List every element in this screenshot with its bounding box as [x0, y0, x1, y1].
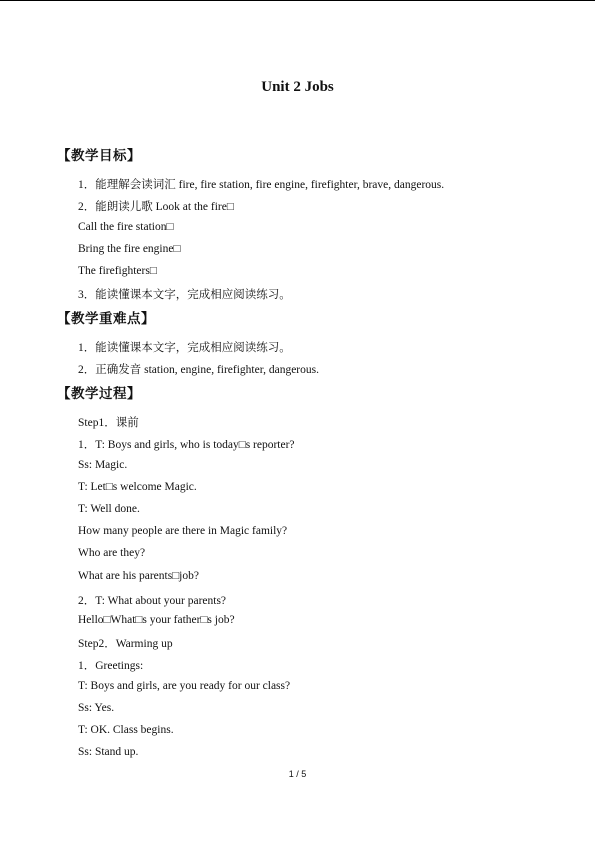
heading-key-points: 【教学重难点】 — [57, 311, 155, 327]
objective-line: 2．能朗读儿歌 Look at the fire□ — [78, 201, 234, 213]
objective-line: 3．能读懂课本文字，完成相应阅读练习。 — [78, 289, 291, 301]
objective-line: 1．能理解会读词汇 fire, fire station, fire engine, firefighter, brave, dangerous. — [78, 179, 445, 191]
heading-objectives: 【教学目标】 — [57, 148, 141, 164]
key-point-line: 2．正确发音 station, engine, firefighter, dangerous. — [78, 364, 319, 376]
heading-process: 【教学过程】 — [57, 386, 141, 402]
key-point-line: 1．能读懂课本文字，完成相应阅读练习。 — [78, 342, 291, 354]
process-line: T: Well done. — [78, 503, 140, 515]
process-line: Who are they? — [78, 547, 146, 559]
objective-line: Bring the fire engine□ — [78, 243, 181, 255]
process-line: Ss: Yes. — [78, 702, 115, 714]
objective-line: Call the fire station□ — [78, 221, 174, 233]
process-line: T: OK. Class begins. — [78, 724, 174, 736]
process-line: Ss: Stand up. — [78, 746, 139, 758]
process-line: 1．T: Boys and girls, who is today□s reporter? — [78, 439, 295, 451]
process-line: What are his parents□job? — [78, 570, 199, 582]
page-top-border — [0, 0, 595, 1]
process-line: Step2．Warming up — [78, 638, 173, 650]
process-line: T: Boys and girls, are you ready for our class? — [78, 680, 291, 692]
process-line: 1．Greetings: — [78, 660, 144, 672]
process-line: T: Let□s welcome Magic. — [78, 481, 197, 493]
page-number: 1 / 5 — [288, 769, 307, 779]
process-line: How many people are there in Magic family? — [78, 525, 288, 537]
process-line: Step1．课前 — [78, 417, 139, 429]
process-line: 2．T: What about your parents? — [78, 595, 227, 607]
objective-line: The firefighters□ — [78, 265, 157, 277]
process-line: Hello□What□s your father□s job? — [78, 614, 235, 626]
document-title: Unit 2 Jobs — [261, 79, 334, 95]
process-line: Ss: Magic. — [78, 459, 128, 471]
